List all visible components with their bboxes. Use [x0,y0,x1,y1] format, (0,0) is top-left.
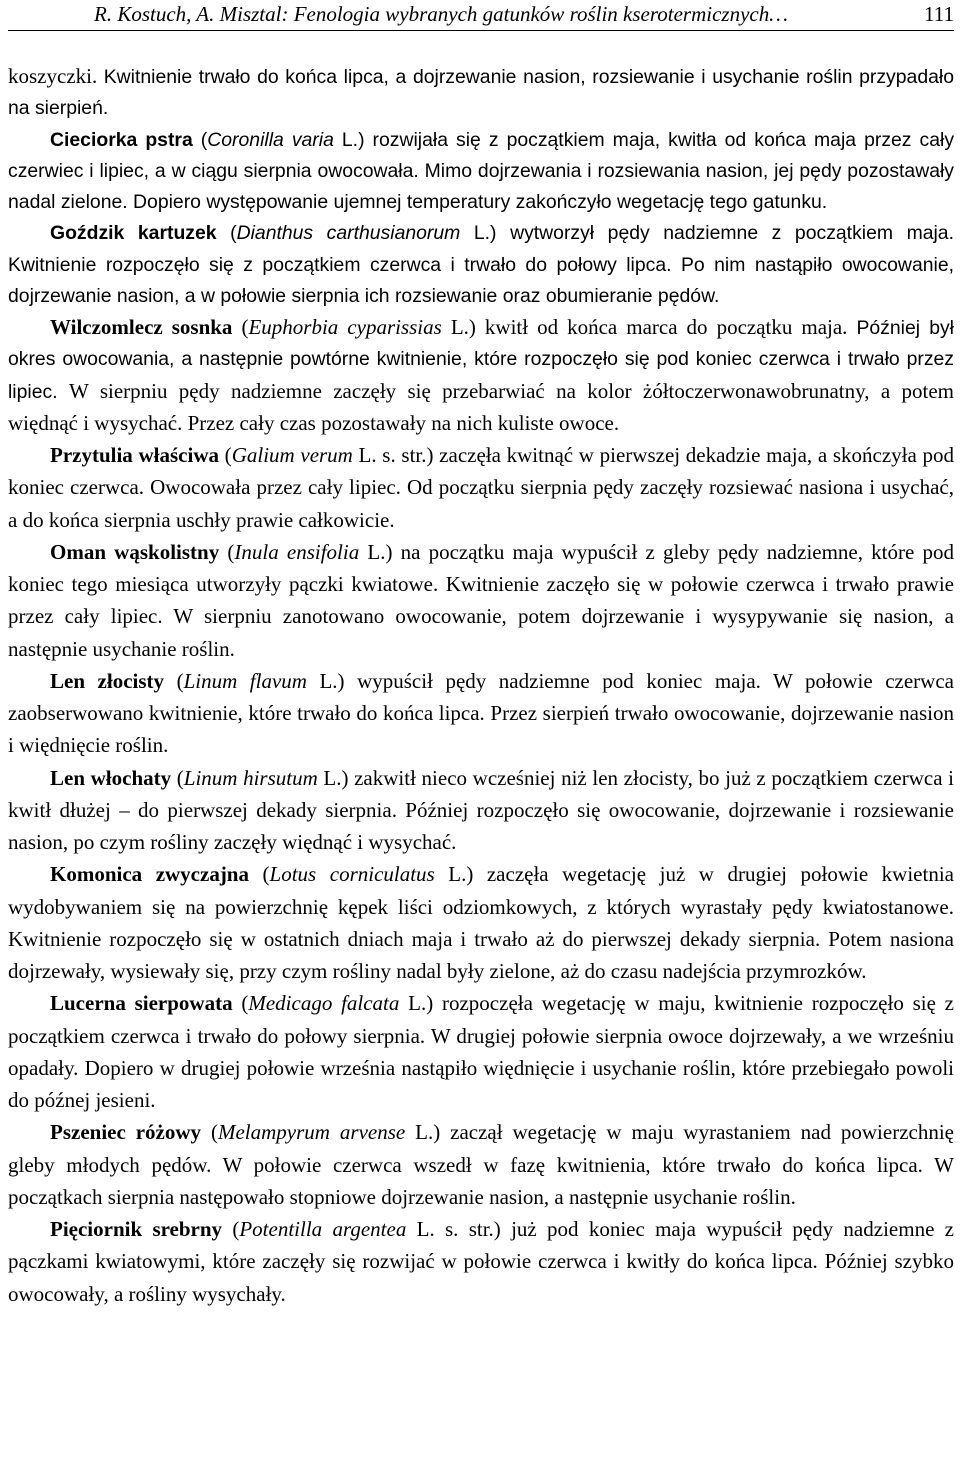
paragraph [8,61,954,125]
paragraph [8,763,954,860]
species-name: Len złocisty [50,668,165,693]
species-name: Cieciorka pstra [50,128,193,151]
species-name: Oman wąskolistny [50,539,220,564]
text-run: L.) wypuścił pędy nadziemne pod koniec maja. W połowie czerwca zaobserwowano kwitnienie, które trwało do końca lipca. Przez sierpień trwało owocowanie, dojrzewanie nasion i więdnięcie roślin. [8,668,954,758]
text-run: ( [232,991,249,1016]
species-name: Goździk kartuzek [50,222,217,245]
paragraph [8,218,954,312]
latin-name: Linum hirsutum [183,765,318,790]
paragraph [8,859,954,988]
text-run: koszyczki. [8,64,104,88]
text-run: W sierpniu pędy nadziemne zaczęły się przebarwiać na kolor żółtoczerwonawobrunatny, a potem więdnąć i wysychać. Przez cały czas pozostawały na nich kuliste owoce. [8,378,954,435]
body-text [8,61,954,1311]
paragraph [8,1117,954,1214]
text-run: ( [201,1120,218,1145]
latin-name: Lotus corniculatus [269,862,435,887]
text-run: L.) rozpoczęła wegetację w maju, kwitnienie rozpoczęło się z początkiem czerwca i trwało do połowy sierpnia. W drugiej połowie sierpnia owoce dojrzewały, a we wrześniu opadały. Dopiero w drugiej połowie września nastąpiło więdnięcie i usychanie roślin, które przebiegało powoli do późnej jesieni. [8,991,954,1112]
text-run: L.) na początku maja wypuścił z gleby pędy nadziemne, które pod koniec tego miesiąca utworzyły pączki kwiatowe. Kwitnienie zaczęło się w połowie czerwca i trwało prawie przez cały lipiec. W sierpniu zanotowano owocowanie, potem dojrzewanie i wysypywanie się nasion, a następnie usychanie roślin. [8,539,954,661]
text-run: ( [216,222,237,245]
text-run: Kwitnienie trwało do końca lipca, a dojrzewanie nasion, rozsiewanie i usychanie roślin przypadało na sierpień. [8,66,954,120]
species-name: Lucerna sierpowata [50,991,233,1016]
species-name: Len włochaty [50,765,172,790]
text-run: ( [219,443,232,467]
latin-name: Inula ensifolia [234,539,360,564]
text-run: L.) kwitł od końca marca do początku maja. [441,315,857,339]
paragraph [8,125,954,219]
text-run: Później był okres owocowania, a następnie powtórne kwitnienie, które rozpoczęło się pod koniec czerwca i trwało przez lipiec. [8,317,954,403]
text-run: ( [171,765,184,790]
text-run: L.) zaczął wegetację w maju wyrastaniem nad powierzchnię gleby młodych pędów. W połowie czerwca wszedł w fazę kwitnienia, które trwało do końca lipca. W początkach sierpnia następowało stopniowe dojrzewanie nasion, a następnie usychanie roślin. [8,1120,955,1209]
text-run: ( [232,315,249,339]
paragraph [8,1214,954,1311]
text-run: ( [164,668,184,693]
latin-name: Galium verum [231,443,353,467]
latin-name: Melampyrum arvense [217,1120,406,1145]
latin-name: Potentilla argentea [239,1217,407,1241]
latin-name: Coronilla varia [207,128,334,151]
species-name: Komonica zwyczajna [50,862,249,887]
text-run: L.) wytworzył pędy nadziemne z początkiem maja. Kwitnienie rozpoczęło się z początkiem czerwca i trwało do połowy lipca. Po nim nastąpiło owocowanie, dojrzewanie nasion, a w połowie sierpnia ich rozsiewanie oraz obumieranie pędów. [8,222,954,307]
species-name: Przytulia właściwa [50,443,219,467]
running-title: R. Kostuch, A. Misztal: Fenologia wybranych gatunków roślin kserotermicznych… [94,2,788,26]
text-run: L.) zakwitł nieco wcześniej niż len złocisty, bo już z początkiem czerwca i kwitł dłużej – do pierwszej dekady sierpnia. Później rozpoczęło się owocowanie, dojrzewanie i rozsiewanie nasion, po czym rośliny zaczęły więdnąć i wysychać. [8,765,955,854]
text-run: L.) zaczęła wegetację już w drugiej połowie kwietnia wydobywaniem się na powierzchnię kępek liści odziomkowych, z których wyrastały pędy kwiatostanowe. Kwitnienie rozpoczęło się w ostatnich dniach maja i trwało aż do pierwszej dekady sierpnia. Potem nasiona dojrzewały, wysiewały się, przy czym rośliny nadal były zielone, aż do czasu nadejścia przymrozków. [8,862,954,983]
text-run: L.) rozwijała się z początkiem maja, kwitła od końca maja przez cały czerwiec i lipiec, a w ciągu sierpnia owocowała. Mimo dojrzewania i rozsiewania nasion, jej pędy pozostawały nadal zielone. Dopiero występowanie ujemnej temperatury zakończyło wegetację tego gatunku. [8,128,955,213]
latin-name: Medicago falcata [248,991,400,1016]
text-run: ( [249,862,270,887]
document-page [8,0,954,1311]
text-run: ( [192,128,208,151]
species-name: Wilczomlecz sosnka [50,315,233,339]
text-run: L. s. str.) już pod koniec maja wypuścił pędy nadziemne z pączkami kwiatowymi, które zaczęły się rozwijać w połowie czerwca i kwitły do końca lipca. Później szybko owocowały, a rośliny wysychały. [8,1217,954,1306]
paragraph [8,666,954,763]
paragraph [8,988,954,1117]
latin-name: Linum flavum [183,668,307,693]
paragraph [8,312,954,440]
latin-name: Dianthus carthusianorum [236,222,461,245]
page-number: 111 [924,2,954,26]
text-run: L. s. str.) zaczęła kwitnąć w pierwszej dekadzie maja, a skończyła pod koniec czerwca. Owocowała przez cały lipiec. Od początku sierpnia pędy zaczęły rozsiewać nasiona i usychać, a do końca sierpnia uschły prawie całkowicie. [8,443,955,532]
species-name: Pszeniec różowy [50,1120,202,1145]
paragraph [8,537,954,666]
latin-name: Euphorbia cyparissias [248,315,442,339]
species-name: Pięciornik srebrny [50,1217,223,1241]
text-run: ( [222,1217,240,1241]
paragraph [8,440,954,537]
running-header [8,0,954,31]
text-run: ( [219,539,235,564]
